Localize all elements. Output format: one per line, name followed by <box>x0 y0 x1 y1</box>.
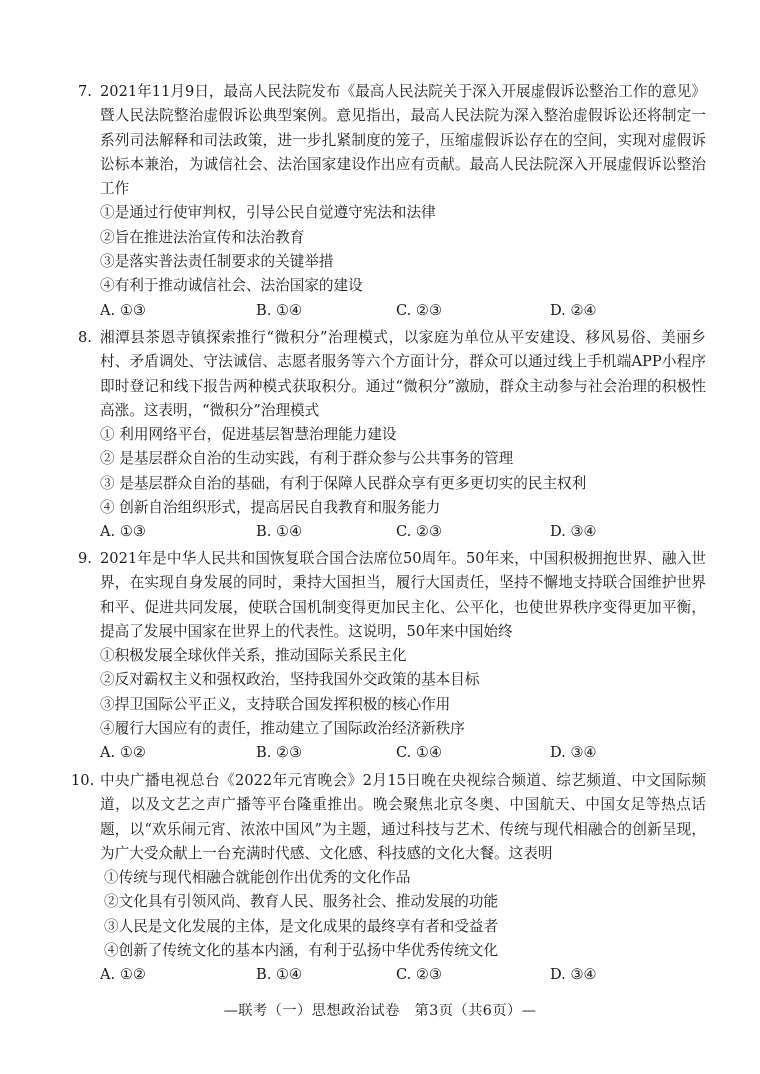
question-stem <box>78 326 706 423</box>
answer-options <box>78 299 706 323</box>
option-b: B. ①④ <box>256 966 303 984</box>
option-d: D. ③④ <box>550 966 597 984</box>
option-c: C. ①④ <box>396 744 443 762</box>
statement-3: ③捍卫国际公平正义，支持联合国发挥积极的核心作用 <box>100 695 451 713</box>
question-number: 10. <box>71 772 95 789</box>
option-c: C. ②③ <box>396 523 443 541</box>
question-10 <box>71 769 706 988</box>
option-a: A. ①③ <box>100 523 146 541</box>
answer-options <box>78 741 706 765</box>
question-text: 2021年是中华人民共和国恢复联合国合法席位50周年。50年来，中国积极拥抱世界、融入世界，在实现自身发展的同时，秉持大国担当，履行大国责任，坚持不懈地支持联合国维护世界和平、促进共同发展，使联合国机制变得更加民主化、公平化，也使世界秩序变得更加平衡，提高了发展中国家在世界上的代表性。这说明，50年来中国始终 <box>100 550 706 640</box>
answer-options <box>78 520 706 544</box>
statement-4: ④履行大国应有的责任，推动建立了国际政治经济新秩序 <box>100 720 465 738</box>
question-number: 9. <box>78 550 92 567</box>
statement-3: ③ 是基层群众自治的基础，有利于保障人民群众享有更多更切实的民主权利 <box>100 474 587 492</box>
statement-2: ②反对霸权主义和强权政治，坚持我国外交政策的基本目标 <box>100 671 480 689</box>
statement-3: ③是落实普法责任制要求的关键举措 <box>100 253 334 271</box>
question-9 <box>78 547 706 766</box>
option-c: C. ②③ <box>396 966 443 984</box>
question-7 <box>78 80 706 323</box>
question-8 <box>78 326 706 545</box>
answer-options <box>78 963 706 987</box>
statement-2: ② 是基层群众自治的生动实践，有利于群众参与公共事务的管理 <box>100 450 514 468</box>
option-b: B. ①④ <box>256 523 303 541</box>
statement-1: ①是通过行使审判权，引导公民自觉遵守宪法和法律 <box>100 204 436 222</box>
question-text: 湘潭县茶恩寺镇探索推行“微积分”治理模式，以家庭为单位从平安建设、移风易俗、美丽乡村、矛盾调处、守法诚信、志愿者服务等六个方面计分，群众可以通过线上手机端APP小程序即时登记和线下报告两种模式获取积分。通过“微积分”激励，群众主动参与社会治理的积极性高涨。这表明，“微积分”治理模式 <box>100 329 706 419</box>
option-d: D. ③④ <box>550 523 597 541</box>
question-text: 2021年11月9日，最高人民法院发布《最高人民法院关于深入开展虚假诉讼整治工作的意见》暨人民法院整治虚假诉讼典型案例。意见指出，最高人民法院为深入整治虚假诉讼还将制定一系列司法解释和司法政策，进一步扎紧制度的笼子，压缩虚假诉讼存在的空间，实现对虚假诉讼标本兼治，为诚信社会、法治国家建设作出应有贡献。最高人民法院深入开展虚假诉讼整治工作 <box>100 83 706 198</box>
question-number: 7. <box>78 83 92 100</box>
question-stem <box>78 80 706 201</box>
statement-1: ①积极发展全球伙伴关系，推动国际关系民主化 <box>100 647 407 665</box>
option-b: B. ①④ <box>256 301 303 319</box>
option-c: C. ②③ <box>396 301 443 319</box>
statement-3: ③人民是文化发展的主体，是文化成果的最终享有者和受益者 <box>104 917 499 935</box>
statement-4: ④创新了传统文化的基本内涵，有利于弘扬中华优秀传统文化 <box>104 942 499 960</box>
statement-1: ①传统与现代相融合就能创作出优秀的文化作品 <box>104 869 411 887</box>
question-stem <box>78 547 706 644</box>
page-footer: —联考（一）思想政治试卷 第3页（共6页）— <box>223 1003 537 1019</box>
option-a: A. ①③ <box>100 301 146 319</box>
statement-2: ②文化具有引领风尚、教育人民、服务社会、推动发展的功能 <box>104 893 499 911</box>
question-number: 8. <box>78 329 92 346</box>
statement-2: ②旨在推进法治宣传和法治教育 <box>100 228 305 246</box>
option-b: B. ②③ <box>256 744 303 762</box>
question-text: 中央广播电视总台《2022年元宵晚会》2月15日晚在央视综合频道、综艺频道、中文国际频道，以及文艺之声广播等平台隆重推出。晚会聚焦北京冬奥、中国航天、中国女足等热点话题，以“欢乐闹元宵、浓浓中国风”为主题，通过科技与艺术、传统与现代相融合的创新呈现，为广大受众献上一台充满时代感、文化感、科技感的文化大餐。这表明 <box>100 772 706 862</box>
option-d: D. ②④ <box>550 301 597 319</box>
statement-4: ④有利于推动诚信社会、法治国家的建设 <box>100 277 363 295</box>
question-stem <box>71 769 706 866</box>
option-d: D. ③④ <box>550 744 597 762</box>
statement-1: ① 利用网络平台，促进基层智慧治理能力建设 <box>100 426 397 444</box>
option-a: A. ①② <box>100 966 146 984</box>
statement-4: ④ 创新自治组织形式，提高居民自我教育和服务能力 <box>100 499 441 517</box>
option-a: A. ①② <box>100 744 146 762</box>
